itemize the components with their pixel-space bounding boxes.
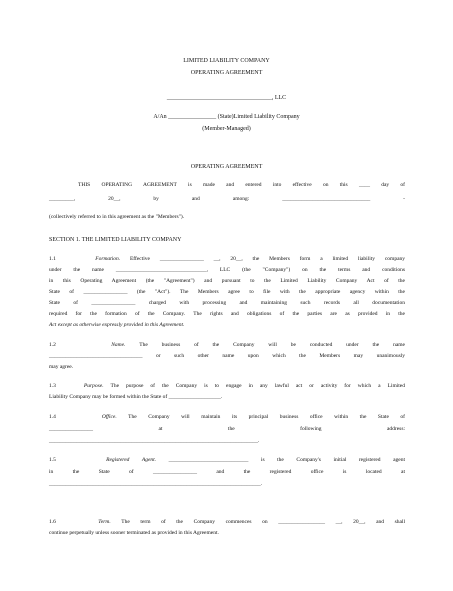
- paragraph-1-4-line-1: 1.4 Office. The Company will maintain its principal business office within the State of: [49, 414, 405, 420]
- paragraph-1-5-line-1: 1.5 Registered Agent. _____________________________ is the Company's initial registered agent: [49, 457, 405, 463]
- title-line-1: LIMITED LIABILITY COMPANY: [183, 58, 270, 64]
- paragraph-1-4-line-3: ____________________________________________________________________________.: [49, 438, 260, 444]
- paragraph-1-1-line-5: State of ________________ charged with processing and maintaining such records all documentation: [49, 300, 405, 306]
- title-line-2: OPERATING AGREEMENT: [190, 70, 263, 76]
- purpose-label: Purpose.: [83, 383, 104, 389]
- paragraph-1-2-line-1: 1.2 Name. The business of the Company will be conducted under the name: [49, 342, 405, 348]
- paragraph-1-1-line-3: in this Operating Agreement (the "Agreement") and pursuant to the Limited Liability Company Act of the: [49, 278, 405, 284]
- paragraph-1-6-line-2: continue perpetually unless sooner terminated as provided in this Agreement.: [49, 530, 219, 536]
- paragraph-1-3-line-1: 1.3 Purpose. The purpose of the Company is to engage in any lawful act or activity for which a Limited: [49, 383, 406, 389]
- paragraph-1-1-line-2: under the name _________________________________, LLC (the "Company") on the terms and conditions: [49, 267, 405, 273]
- paragraph-1-1-line-4: State of ________________ (the "Act"). The Members agree to file with the appropriate agency within the: [49, 289, 405, 295]
- intro-line-2: _________, 20__, by and among: ________________________________ -: [49, 196, 405, 202]
- company-name-line: ___________________________________, LLC: [166, 95, 287, 101]
- paragraph-1-1-line-1: 1.1 Formation. Effective ________________ __, 20__, the Members form a limited liability company: [49, 256, 406, 262]
- paragraph-1-5-line-2: in the State of ________________ and the registered office is located at: [49, 469, 405, 475]
- office-label: Office.: [101, 414, 117, 420]
- agreement-heading: OPERATING AGREEMENT: [190, 164, 263, 170]
- paragraph-1-6-line-1: 1.6 Term. The term of the Company commences on _________________ __, 20__, and shall: [49, 519, 405, 525]
- term-label: Term.: [98, 519, 111, 525]
- state-line: A/An ________________ (State)Limited Liability Company: [153, 114, 300, 120]
- paragraph-1-4-line-2: ________________ at the following address:: [49, 426, 405, 432]
- paragraph-1-2-line-3: may agree.: [49, 364, 74, 370]
- intro-line-1: THIS OPERATING AGREEMENT is made and entered into effective on this ____ day of: [78, 182, 405, 188]
- registered-agent-label: Registered Agent.: [106, 457, 157, 463]
- intro-line-3: (collectively referred to in this agreement as the "Members").: [49, 214, 185, 220]
- name-label: Name.: [111, 342, 126, 348]
- managed-line: (Member-Managed): [202, 126, 251, 132]
- section-1-heading: SECTION 1. THE LIMITED LIABILITY COMPANY: [49, 237, 182, 243]
- paragraph-1-1-line-6: required for the formation of the Company. The rights and obligations of the parties are as provided in the: [49, 311, 405, 317]
- paragraph-1-1-line-7: Act except as otherwise expressly provided in this Agreement.: [49, 322, 185, 328]
- paragraph-1-3-line-2: Liability Company may be formed within the State of ___________________.: [49, 394, 223, 400]
- paragraph-1-2-line-2: __________________________________ or such other name upon which the Members may unanimously: [49, 353, 405, 359]
- formation-label: Formation.: [95, 256, 121, 262]
- paragraph-1-5-line-3: _____________________________________________________________________________.: [49, 481, 263, 487]
